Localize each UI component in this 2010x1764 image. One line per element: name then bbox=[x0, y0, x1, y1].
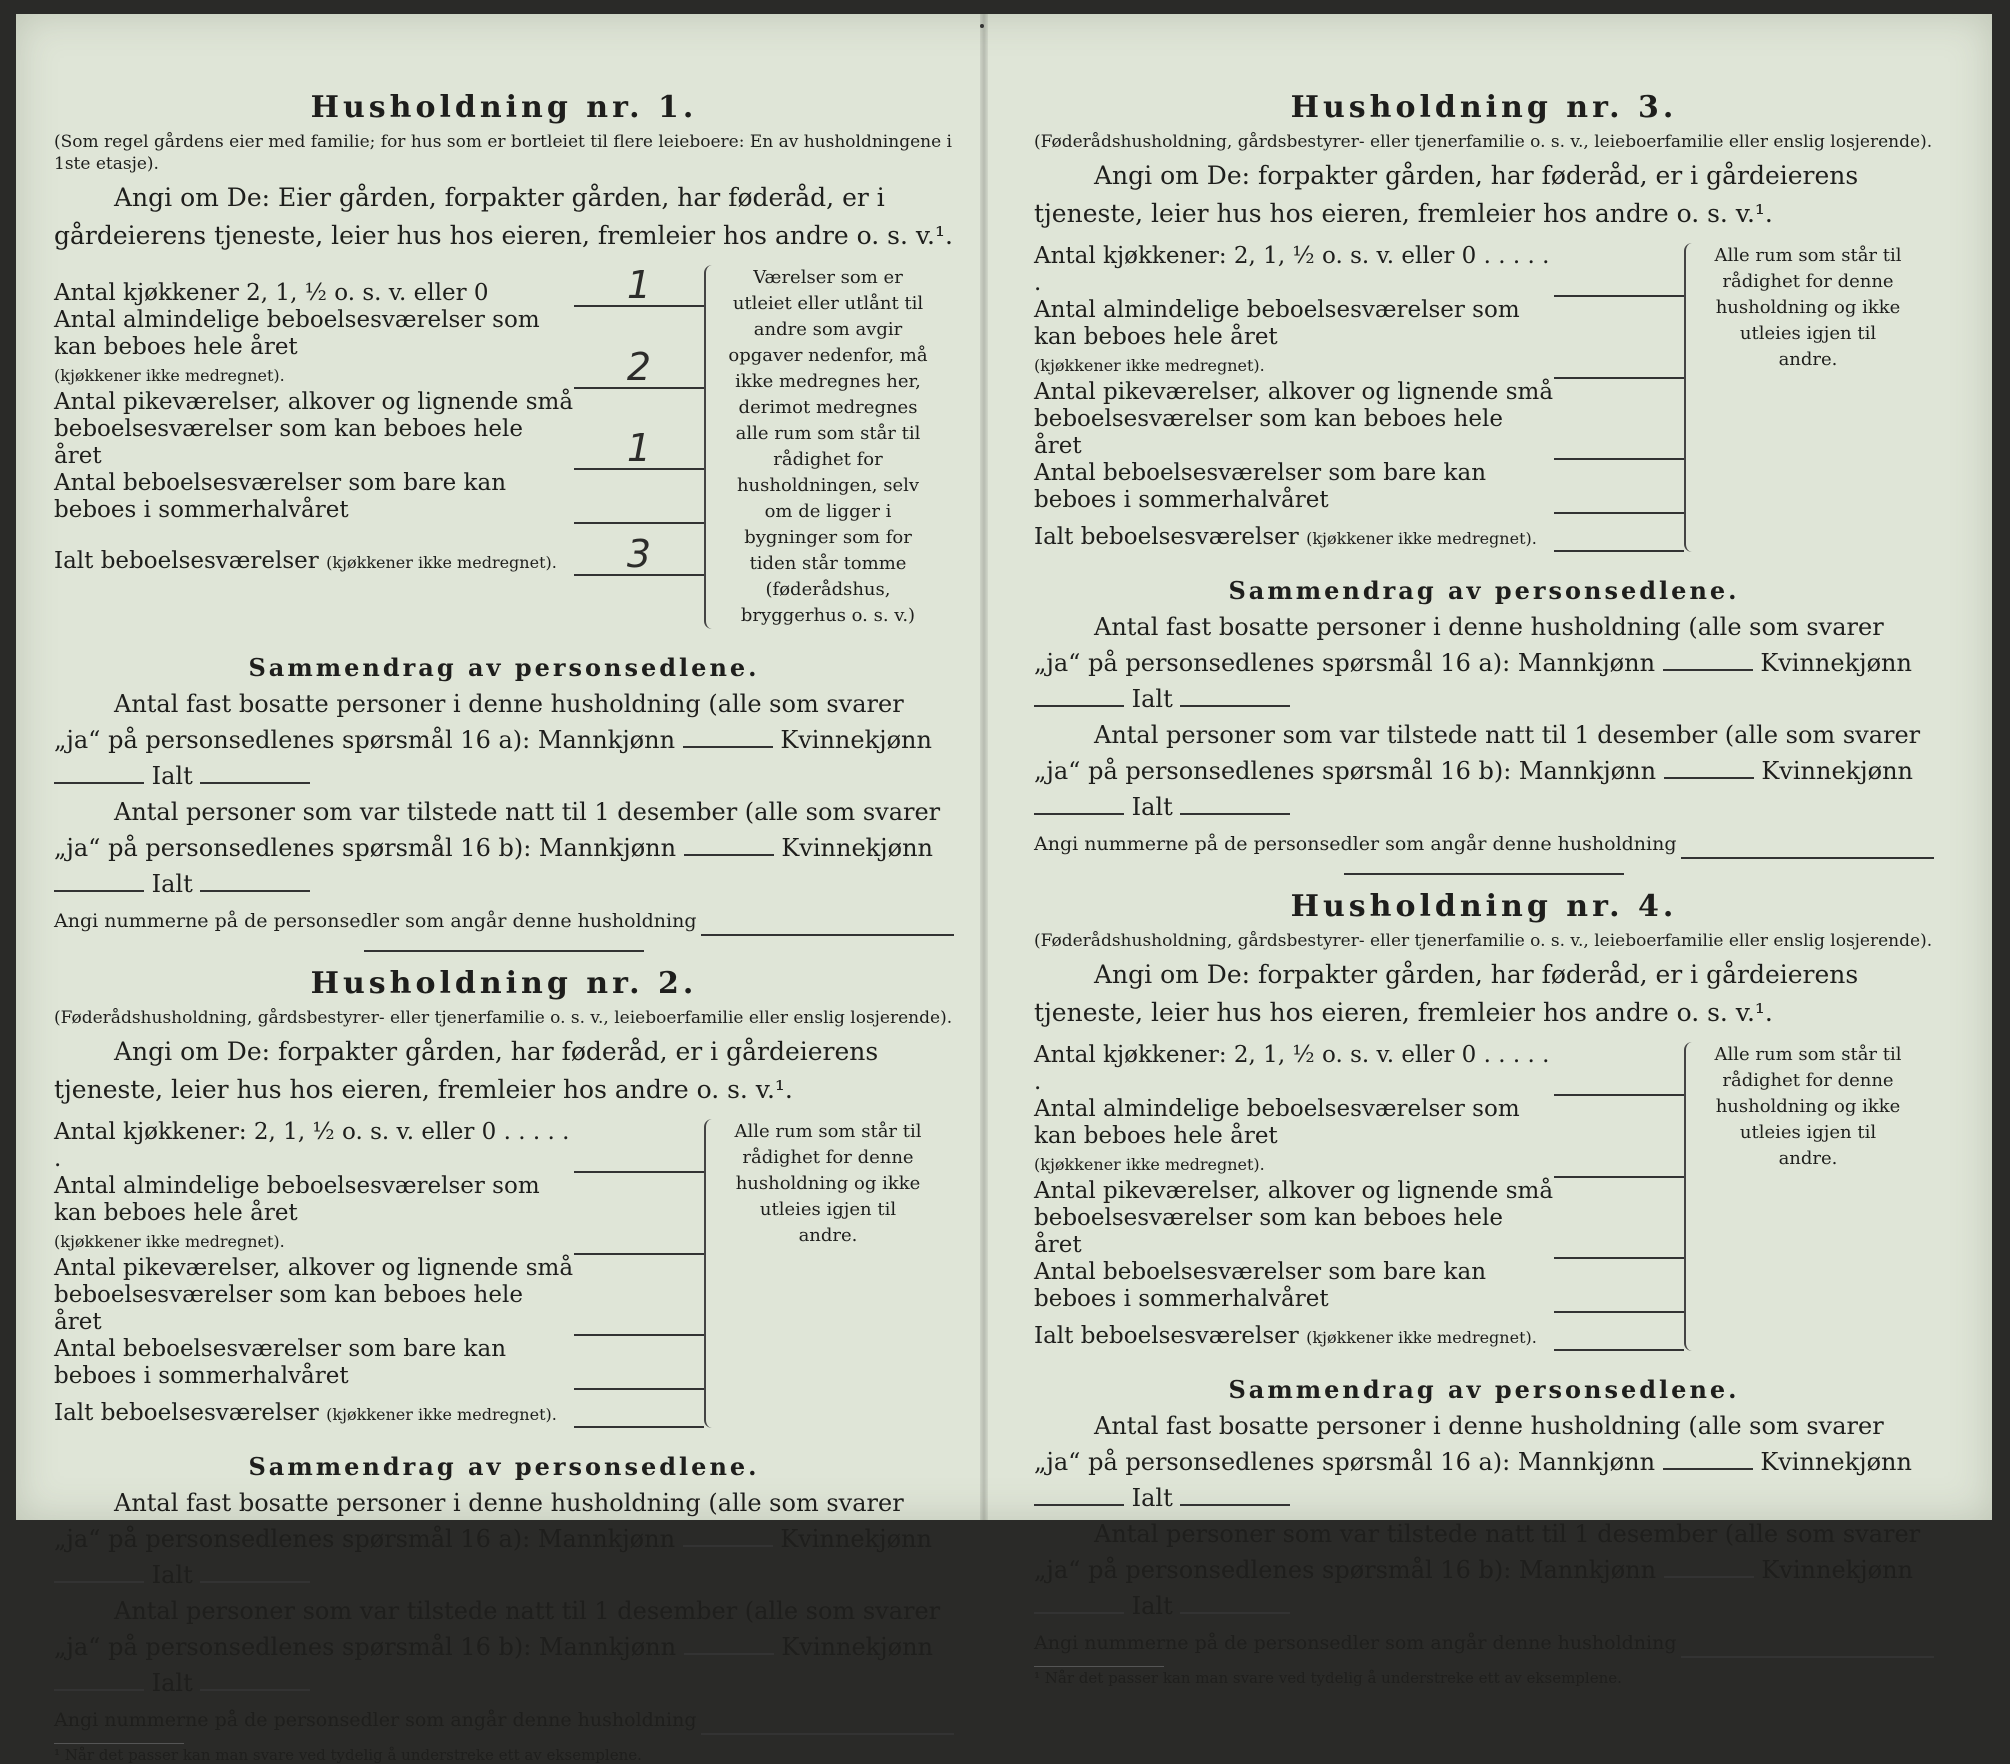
mann-field-a[interactable] bbox=[1663, 663, 1753, 671]
mann-field-b[interactable] bbox=[1664, 1570, 1754, 1578]
small-rooms-row bbox=[54, 389, 704, 470]
kvinne-label: Kvinnekjønn bbox=[780, 1525, 932, 1553]
household-angi: Angi om De: forpakter gården, har føderåd, er i gårdeierens tjeneste, leier hus hos eieren, fremleier hos andre o. s. v.¹. bbox=[1034, 960, 1859, 1027]
ialt-field-b[interactable] bbox=[200, 884, 310, 892]
kitchens-row bbox=[54, 265, 704, 307]
row-label: Antal pikeværelser, alkover og lignende små beboelsesværelser som kan beboes hele året bbox=[1034, 379, 1554, 459]
household-3 bbox=[1034, 90, 1934, 859]
mann-field-b[interactable] bbox=[684, 848, 774, 856]
row-label: Antal kjøkkener 2, 1, ½ o. s. v. eller 0 bbox=[54, 280, 489, 306]
kvinne-label: Kvinnekjønn bbox=[1761, 1556, 1913, 1584]
rooms-year-row bbox=[54, 1173, 704, 1255]
kitchens-field[interactable]: 1 bbox=[574, 265, 704, 307]
rooms-block bbox=[1034, 243, 1934, 552]
angi-numbers-label: Angi nummerne på de personsedler som angår denne husholdning bbox=[54, 1709, 697, 1731]
ialt-sublabel: (kjøkkener ikke medregnet). bbox=[326, 1405, 557, 1424]
rooms-rows bbox=[1034, 1042, 1684, 1351]
side-note: Alle rum som står til rådighet for denne husholdning og ikke utleies igjen til andre. bbox=[1714, 245, 1902, 370]
page-fold bbox=[980, 14, 988, 1520]
rooms-year-field[interactable] bbox=[1554, 1176, 1684, 1178]
ialt-row bbox=[54, 1400, 704, 1428]
ialt-label: Ialt beboelsesværelser bbox=[1034, 524, 1299, 550]
kvinne-field-b[interactable] bbox=[54, 1683, 144, 1691]
kitchens-row bbox=[1034, 1042, 1684, 1096]
summary-title: Sammendrag av personsedlene. bbox=[248, 653, 760, 682]
summer-rooms-row bbox=[54, 1336, 704, 1390]
kvinne-field-a[interactable] bbox=[1034, 1498, 1124, 1506]
ialt-label: Ialt beboelsesværelser bbox=[1034, 1323, 1299, 1349]
household-note: (Føderådshusholdning, gårdsbestyrer- eller tjenerfamilie o. s. v., leieboerfamilie eller enslig losjerende). bbox=[1034, 931, 1933, 951]
household-4 bbox=[1034, 889, 1934, 1687]
angi-numbers-field[interactable] bbox=[1681, 1650, 1934, 1658]
summary-line-b bbox=[54, 1593, 954, 1701]
summer-rooms-row bbox=[1034, 1259, 1684, 1313]
row-label: Antal pikeværelser, alkover og lignende små beboelsesværelser som kan beboes hele året bbox=[54, 389, 574, 469]
ialt-field-a[interactable] bbox=[200, 776, 310, 784]
kvinne-field-a[interactable] bbox=[54, 1575, 144, 1583]
row-label: Antal almindelige beboelsesværelser som kan beboes hele året bbox=[54, 1173, 540, 1226]
rooms-year-field[interactable] bbox=[1554, 377, 1684, 379]
summary-line-b bbox=[54, 794, 954, 902]
summary-text-b: Antal personer som var tilstede natt til 1 desember (alle som svarer „ja“ på personsedlenes spørsmål 16 b): bbox=[1034, 1520, 1921, 1584]
kvinne-field-b[interactable] bbox=[1034, 807, 1124, 815]
side-note: Værelser som er utleiet eller utlånt til andre som avgir opgaver nedenfor, må ikke medregnes her, derimot medregnes alle rum som står til rådighet for husholdningen, selv om de ligger i bygninger som for tiden står tomme (føderådshus, bryggerhus o. s. v.) bbox=[728, 267, 928, 626]
rooms-block bbox=[54, 1119, 954, 1428]
kitchens-row bbox=[54, 1119, 704, 1173]
mann-field-a[interactable] bbox=[683, 740, 773, 748]
angi-numbers-row bbox=[54, 1705, 954, 1735]
rooms-block bbox=[1034, 1042, 1934, 1351]
ialt-row bbox=[1034, 524, 1684, 552]
rooms-rows bbox=[54, 265, 704, 629]
summer-rooms-row bbox=[1034, 460, 1684, 514]
summer-rooms-field[interactable] bbox=[574, 1388, 704, 1390]
summary-line-a bbox=[54, 1485, 954, 1593]
small-rooms-field[interactable] bbox=[1554, 1257, 1684, 1259]
angi-numbers-row bbox=[54, 906, 954, 936]
rooms-block bbox=[54, 265, 954, 629]
summary-text-a: Antal fast bosatte personer i denne husholdning (alle som svarer „ja“ på personsedlenes spørsmål 16 a): bbox=[54, 1489, 904, 1553]
right-column bbox=[1034, 90, 1934, 1687]
small-rooms-field[interactable] bbox=[1554, 458, 1684, 460]
row-label: Antal beboelsesværelser som bare kan beboes i sommerhalvåret bbox=[1034, 460, 1487, 513]
ialt-field-a[interactable] bbox=[1180, 699, 1290, 707]
kvinne-field-b[interactable] bbox=[1034, 1606, 1124, 1614]
row-sublabel: (kjøkkener ikke medregnet). bbox=[1034, 1155, 1265, 1174]
ialt-label: Ialt bbox=[1131, 793, 1173, 821]
kvinne-field-a[interactable] bbox=[1034, 699, 1124, 707]
ialt-label: Ialt bbox=[1131, 1484, 1173, 1512]
summary-text-b: Antal personer som var tilstede natt til 1 desember (alle som svarer „ja“ på personsedlenes spørsmål 16 b): bbox=[54, 798, 941, 862]
summary-text-a: Antal fast bosatte personer i denne husholdning (alle som svarer „ja“ på personsedlenes spørsmål 16 a): bbox=[1034, 613, 1884, 677]
summary-text-a: Antal fast bosatte personer i denne husholdning (alle som svarer „ja“ på personsedlenes spørsmål 16 a): bbox=[1034, 1412, 1884, 1476]
summary-line-b bbox=[1034, 717, 1934, 825]
brace bbox=[704, 265, 720, 629]
household-note: (Som regel gårdens eier med familie; for hus som er bortleiet til flere leieboere: En av husholdningene i 1ste etasje). bbox=[54, 132, 952, 174]
ialt-label: Ialt bbox=[151, 762, 193, 790]
ialt-field[interactable] bbox=[1554, 550, 1684, 552]
angi-numbers-field[interactable] bbox=[1681, 851, 1934, 859]
mann-field-b[interactable] bbox=[1664, 771, 1754, 779]
household-angi: Angi om De: forpakter gården, har føderåd, er i gårdeierens tjeneste, leier hus hos eieren, fremleier hos andre o. s. v.¹. bbox=[54, 1037, 879, 1104]
section-separator bbox=[364, 950, 644, 952]
angi-numbers-field[interactable] bbox=[701, 928, 954, 936]
mann-field-a[interactable] bbox=[1663, 1462, 1753, 1470]
mann-label: Mannkjønn bbox=[1517, 649, 1656, 677]
mann-field-a[interactable] bbox=[683, 1539, 773, 1547]
rooms-year-row bbox=[1034, 297, 1684, 379]
ialt-label: Ialt beboelsesværelser bbox=[54, 1400, 319, 1426]
household-1 bbox=[54, 90, 954, 936]
summary-title: Sammendrag av personsedlene. bbox=[248, 1452, 760, 1481]
row-label: Antal almindelige beboelsesværelser som kan beboes hele året bbox=[1034, 297, 1520, 350]
row-sublabel: (kjøkkener ikke medregnet). bbox=[54, 366, 285, 385]
ialt-field-b[interactable] bbox=[1180, 807, 1290, 815]
footnote bbox=[1034, 1666, 1622, 1687]
ialt-field-a[interactable] bbox=[200, 1575, 310, 1583]
ialt-label: Ialt bbox=[1131, 1592, 1173, 1620]
summer-rooms-field[interactable] bbox=[1554, 1311, 1684, 1313]
row-label: Antal beboelsesværelser som bare kan beboes i sommerhalvåret bbox=[54, 470, 507, 523]
mann-label: Mannkjønn bbox=[538, 834, 677, 862]
mann-label: Mannkjønn bbox=[1518, 1556, 1657, 1584]
ialt-field-b[interactable] bbox=[1180, 1606, 1290, 1614]
ialt-field-a[interactable] bbox=[1180, 1498, 1290, 1506]
kvinne-label: Kvinnekjønn bbox=[1760, 649, 1912, 677]
angi-numbers-field[interactable] bbox=[701, 1727, 954, 1735]
angi-numbers-label: Angi nummerne på de personsedler som angår denne husholdning bbox=[54, 910, 697, 932]
mann-label: Mannkjønn bbox=[1518, 757, 1657, 785]
summary-line-a bbox=[1034, 609, 1934, 717]
mann-field-b[interactable] bbox=[684, 1647, 774, 1655]
ialt-sublabel: (kjøkkener ikke medregnet). bbox=[1306, 1328, 1537, 1347]
side-note: Alle rum som står til rådighet for denne husholdning og ikke utleies igjen til andre. bbox=[1714, 1044, 1902, 1169]
rooms-rows bbox=[1034, 243, 1684, 552]
ialt-label: Ialt bbox=[1131, 685, 1173, 713]
household-angi: Angi om De: forpakter gården, har føderåd, er i gårdeierens tjeneste, leier hus hos eieren, fremleier hos andre o. s. v.¹. bbox=[1034, 161, 1859, 228]
angi-numbers-row bbox=[1034, 1628, 1934, 1658]
brace bbox=[704, 1119, 720, 1428]
angi-numbers-row bbox=[1034, 829, 1934, 859]
brace bbox=[1684, 243, 1700, 552]
small-rooms-field[interactable] bbox=[574, 1334, 704, 1336]
household-note: (Føderådshusholdning, gårdsbestyrer- eller tjenerfamilie o. s. v., leieboerfamilie eller enslig losjerende). bbox=[1034, 132, 1933, 152]
mann-label: Mannkjønn bbox=[537, 726, 676, 754]
household-angi: Angi om De: Eier gården, forpakter gården, har føderåd, er i gårdeierens tjeneste, leier hus hos eieren, fremleier hos andre o. s. v.¹. bbox=[54, 183, 953, 250]
summary-text-b: Antal personer som var tilstede natt til 1 desember (alle som svarer „ja“ på personsedlenes spørsmål 16 b): bbox=[54, 1597, 941, 1661]
row-label: Antal beboelsesværelser som bare kan beboes i sommerhalvåret bbox=[1034, 1259, 1487, 1312]
household-title: Husholdning nr. 4. bbox=[1290, 889, 1678, 924]
summary-line-a bbox=[1034, 1408, 1934, 1516]
ialt-field[interactable]: 3 bbox=[574, 534, 704, 576]
summer-rooms-row bbox=[54, 470, 704, 524]
row-label: Antal almindelige beboelsesværelser som kan beboes hele året bbox=[1034, 1096, 1520, 1149]
small-rooms-row bbox=[1034, 1178, 1684, 1259]
rooms-year-field[interactable]: 2 bbox=[574, 347, 704, 389]
left-column bbox=[54, 90, 954, 1764]
row-label: Antal pikeværelser, alkover og lignende små beboelsesværelser som kan beboes hele året bbox=[54, 1255, 574, 1335]
ialt-row bbox=[54, 534, 704, 576]
kvinne-label: Kvinnekjønn bbox=[781, 834, 933, 862]
household-title: Husholdning nr. 3. bbox=[1290, 90, 1678, 125]
row-label: Antal kjøkkener: 2, 1, ½ o. s. v. eller 0 . . . . . . bbox=[1034, 243, 1550, 296]
ialt-label: Ialt bbox=[151, 870, 193, 898]
footnote-text: ¹ Når det passer kan man svare ved tydelig å understreke ett av eksemplene. bbox=[1034, 1669, 1622, 1687]
summary-text-b: Antal personer som var tilstede natt til 1 desember (alle som svarer „ja“ på personsedlenes spørsmål 16 b): bbox=[1034, 721, 1921, 785]
summary-line-b bbox=[1034, 1516, 1934, 1624]
row-sublabel: (kjøkkener ikke medregnet). bbox=[54, 1232, 285, 1251]
ialt-sublabel: (kjøkkener ikke medregnet). bbox=[326, 553, 557, 572]
small-rooms-field[interactable]: 1 bbox=[574, 428, 704, 470]
household-note: (Føderådshusholdning, gårdsbestyrer- eller tjenerfamilie o. s. v., leieboerfamilie eller enslig losjerende). bbox=[54, 1008, 953, 1028]
summary-title: Sammendrag av personsedlene. bbox=[1228, 1375, 1740, 1404]
side-note: Alle rum som står til rådighet for denne husholdning og ikke utleies igjen til andre. bbox=[734, 1121, 922, 1246]
summer-rooms-field[interactable] bbox=[574, 522, 704, 524]
kvinne-label: Kvinnekjønn bbox=[1760, 1448, 1912, 1476]
summary-title: Sammendrag av personsedlene. bbox=[1228, 576, 1740, 605]
ialt-label: Ialt beboelsesværelser bbox=[54, 548, 319, 574]
summary-line-a bbox=[54, 686, 954, 794]
ialt-label: Ialt bbox=[151, 1561, 193, 1589]
kvinne-label: Kvinnekjønn bbox=[780, 726, 932, 754]
angi-numbers-label: Angi nummerne på de personsedler som angår denne husholdning bbox=[1034, 1632, 1677, 1654]
mann-label: Mannkjønn bbox=[537, 1525, 676, 1553]
staple-mark bbox=[980, 24, 984, 28]
kitchens-row bbox=[1034, 243, 1684, 297]
kitchens-field[interactable] bbox=[1554, 295, 1684, 297]
ialt-field-b[interactable] bbox=[200, 1683, 310, 1691]
household-2 bbox=[54, 966, 954, 1764]
kitchens-field[interactable] bbox=[574, 1171, 704, 1173]
footnote-text: ¹ Når det passer kan man svare ved tydelig å understreke ett av eksemplene. bbox=[54, 1746, 642, 1764]
ialt-field[interactable] bbox=[1554, 1349, 1684, 1351]
rooms-year-field[interactable] bbox=[574, 1253, 704, 1255]
household-title: Husholdning nr. 1. bbox=[310, 90, 698, 125]
mann-label: Mannkjønn bbox=[538, 1633, 677, 1661]
kvinne-label: Kvinnekjønn bbox=[1761, 757, 1913, 785]
kvinne-field-a[interactable] bbox=[54, 776, 144, 784]
kitchens-field[interactable] bbox=[1554, 1094, 1684, 1096]
rooms-year-row bbox=[54, 307, 704, 389]
row-label: Antal pikeværelser, alkover og lignende små beboelsesværelser som kan beboes hele året bbox=[1034, 1178, 1554, 1258]
ialt-label: Ialt bbox=[151, 1669, 193, 1697]
household-title: Husholdning nr. 2. bbox=[310, 966, 698, 1001]
row-label: Antal kjøkkener: 2, 1, ½ o. s. v. eller 0 . . . . . . bbox=[54, 1119, 570, 1172]
kvinne-field-b[interactable] bbox=[54, 884, 144, 892]
row-label: Antal beboelsesværelser som bare kan beboes i sommerhalvåret bbox=[54, 1336, 507, 1389]
brace bbox=[1684, 1042, 1700, 1351]
row-label: Antal kjøkkener: 2, 1, ½ o. s. v. eller 0 . . . . . . bbox=[1034, 1042, 1550, 1095]
small-rooms-row bbox=[54, 1255, 704, 1336]
rooms-year-row bbox=[1034, 1096, 1684, 1178]
rooms-rows bbox=[54, 1119, 704, 1428]
section-separator bbox=[1344, 873, 1624, 875]
row-sublabel: (kjøkkener ikke medregnet). bbox=[1034, 356, 1265, 375]
angi-numbers-label: Angi nummerne på de personsedler som angår denne husholdning bbox=[1034, 833, 1677, 855]
footnote bbox=[54, 1743, 642, 1764]
row-label: Antal almindelige beboelsesværelser som kan beboes hele året bbox=[54, 307, 540, 360]
mann-label: Mannkjønn bbox=[1517, 1448, 1656, 1476]
ialt-sublabel: (kjøkkener ikke medregnet). bbox=[1306, 529, 1537, 548]
small-rooms-row bbox=[1034, 379, 1684, 460]
summer-rooms-field[interactable] bbox=[1554, 512, 1684, 514]
kvinne-label: Kvinnekjønn bbox=[781, 1633, 933, 1661]
ialt-row bbox=[1034, 1323, 1684, 1351]
ialt-field[interactable] bbox=[574, 1426, 704, 1428]
summary-text-a: Antal fast bosatte personer i denne husholdning (alle som svarer „ja“ på personsedlenes spørsmål 16 a): bbox=[54, 690, 904, 754]
